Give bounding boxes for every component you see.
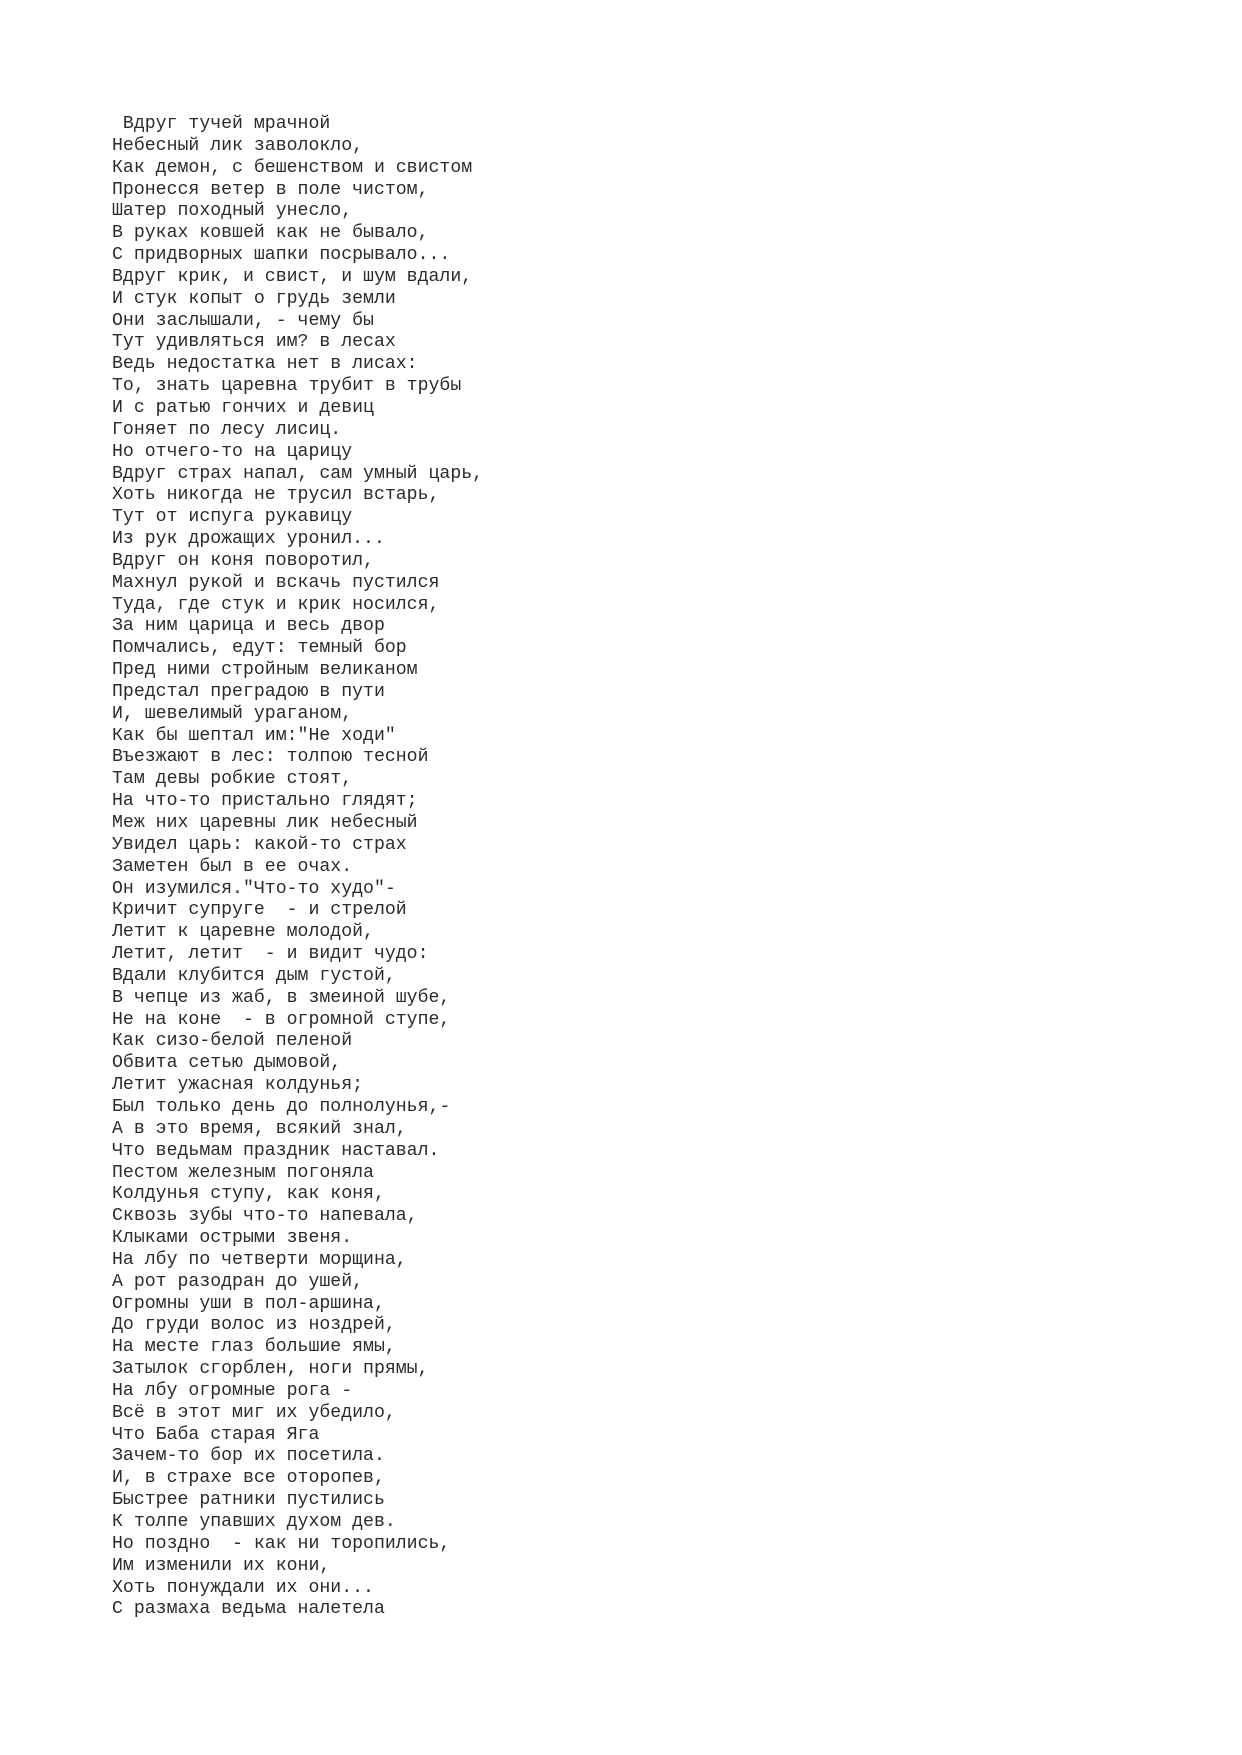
poem-line: Въезжают в лес: толпою тесной: [112, 747, 429, 768]
poem-line: И, в страхе все оторопев,: [112, 1468, 385, 1489]
poem-line: Не на коне - в огромной ступе,: [112, 1009, 451, 1030]
poem-line: Вдруг крик, и свист, и шум вдали,: [112, 266, 473, 287]
poem-line: Из рук дрожащих уронил...: [112, 529, 385, 550]
poem-line: На лбу огромные рога -: [112, 1380, 353, 1401]
poem-line: Вдруг тучей мрачной: [112, 114, 331, 134]
poem-line: Шатер походный унесло,: [112, 201, 353, 222]
poem-line: Вдруг страх напал, сам умный царь,: [112, 463, 484, 484]
poem-line: Колдунья ступу, как коня,: [112, 1184, 385, 1205]
poem-text: [112, 114, 483, 1621]
poem-line: Гоняет по лесу лисиц.: [112, 419, 342, 440]
poem-line: За ним царица и весь двор: [112, 616, 385, 637]
poem-line: До груди волос из ноздрей,: [112, 1315, 396, 1336]
poem-line: С размаха ведьма налетела: [112, 1599, 385, 1620]
poem-line: Махнул рукой и вскачь пустился: [112, 572, 440, 593]
poem-line: И стук копыт о грудь земли: [112, 288, 396, 309]
poem-line: Ведь недостатка нет в лисах:: [112, 354, 418, 375]
poem-line: Вдруг он коня поворотил,: [112, 550, 374, 571]
poem-line: К толпе упавших духом дев.: [112, 1512, 396, 1532]
poem-line: Помчались, едут: темный бор: [112, 638, 407, 659]
poem-line: И с ратью гончих и девиц: [112, 397, 374, 418]
poem-line: В руках ковшей как не бывало,: [112, 223, 429, 244]
poem-line: Туда, где стук и крик носился,: [112, 594, 440, 615]
poem-line: Как сизо-белой пеленой: [112, 1031, 353, 1052]
poem-line: Что ведьмам праздник наставал.: [112, 1140, 440, 1161]
poem-line: Он изумился."Что-то худо"-: [112, 878, 396, 899]
poem-line: Увидел царь: какой-то страх: [112, 834, 407, 855]
poem-line: Как демон, с бешенством и свистом: [112, 157, 473, 178]
poem-line: Небесный лик заволокло,: [112, 135, 364, 156]
poem-line: Сквозь зубы что-то напевала,: [112, 1206, 418, 1227]
poem-line: В чепце из жаб, в змеиной шубе,: [112, 987, 451, 1008]
poem-line: Пестом железным погоняла: [112, 1162, 374, 1183]
poem-line: Но отчего-то на царицу: [112, 441, 353, 462]
poem-line: Летит ужасная колдунья;: [112, 1075, 364, 1096]
poem-line: Меж них царевны лик небесный: [112, 813, 418, 833]
poem-line: Что Баба старая Яга: [112, 1424, 320, 1445]
poem-line: На месте глаз большие ямы,: [112, 1337, 396, 1358]
poem-line: Там девы робкие стоят,: [112, 769, 353, 790]
poem-line: Но поздно - как ни торопились,: [112, 1533, 451, 1554]
poem-line: И, шевелимый ураганом,: [112, 703, 353, 724]
poem-line: Кричит супруге - и стрелой: [112, 900, 407, 921]
poem-line: На лбу по четверти морщина,: [112, 1249, 407, 1270]
poem-line: Тут от испуга рукавицу: [112, 507, 353, 528]
poem-line: Зачем-то бор их посетила.: [112, 1446, 385, 1467]
poem-line: Пред ними стройным великаном: [112, 660, 418, 681]
poem-line: Всё в этот миг их убедило,: [112, 1402, 396, 1423]
poem-line: Вдали клубится дым густой,: [112, 965, 396, 986]
poem-line: Как бы шептал им:"Не ходи": [112, 725, 396, 746]
poem-line: Клыками острыми звеня.: [112, 1228, 353, 1249]
poem-line: Был только день до полнолунья,-: [112, 1096, 451, 1117]
poem-line: На что-то пристально глядят;: [112, 791, 418, 812]
poem-line: Пронесся ветер в поле чистом,: [112, 179, 429, 200]
poem-line: Тут удивляться им? в лесах: [112, 332, 396, 353]
poem-line: Они заслышали, - чему бы: [112, 310, 374, 331]
poem-line: Хоть понуждали их они...: [112, 1577, 374, 1598]
poem-line: Затылок сгорблен, ноги прямы,: [112, 1359, 429, 1380]
poem-line: Летит, летит - и видит чудо:: [112, 944, 429, 965]
poem-line: Огромны уши в пол-аршина,: [112, 1293, 385, 1314]
poem-line: С придворных шапки посрывало...: [112, 245, 451, 266]
poem-line: Быстрее ратники пустились: [112, 1490, 385, 1511]
poem-line: Хоть никогда не трусил встарь,: [112, 485, 440, 506]
poem-line: А рот разодран до ушей,: [112, 1271, 364, 1292]
poem-line: Им изменили их кони,: [112, 1555, 331, 1576]
poem-line: Заметен был в ее очах.: [112, 856, 353, 877]
poem-line: То, знать царевна трубит в трубы: [112, 376, 462, 397]
poem-line: Обвита сетью дымовой,: [112, 1053, 342, 1074]
poem-line: Летит к царевне молодой,: [112, 922, 374, 943]
poem-line: А в это время, всякий знал,: [112, 1118, 407, 1139]
poem-line: Предстал преградою в пути: [112, 681, 385, 702]
